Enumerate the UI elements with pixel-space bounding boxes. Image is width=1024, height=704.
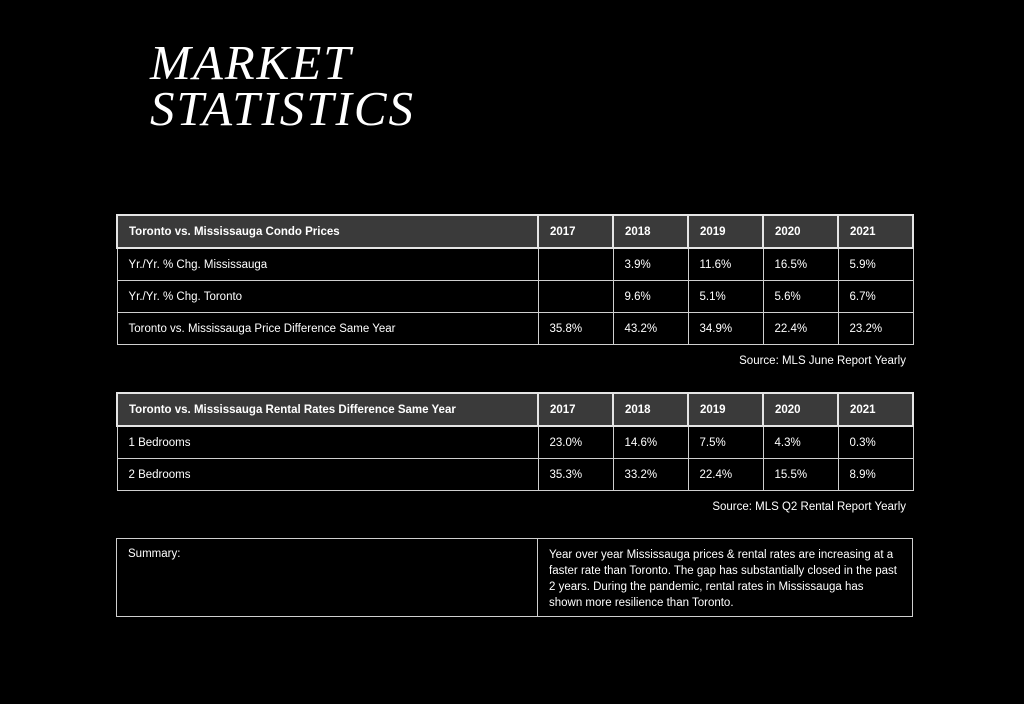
row-label: Toronto vs. Mississauga Price Difference Same Year [117,313,538,345]
header-cell: 2020 [763,393,838,426]
table-cell [538,248,613,281]
table-cell: 35.8% [538,313,613,345]
rental-source-note: Source: MLS Q2 Rental Report Yearly [712,501,906,513]
table-cell: 23.2% [838,313,913,345]
condo-prices-table [116,214,914,345]
row-label: Yr./Yr. % Chg. Toronto [117,281,538,313]
header-cell: Toronto vs. Mississauga Rental Rates Difference Same Year [117,393,538,426]
table-cell: 5.1% [688,281,763,313]
header-cell: 2017 [538,393,613,426]
summary-label: Summary: [117,539,538,616]
row-label: Yr./Yr. % Chg. Mississauga [117,248,538,281]
summary-box [116,538,913,617]
table-cell: 4.3% [763,426,838,459]
table-cell: 9.6% [613,281,688,313]
table-cell: 43.2% [613,313,688,345]
page-title-line-1: MARKET [150,35,353,90]
table-cell: 3.9% [613,248,688,281]
table-row [117,459,913,491]
table-cell: 35.3% [538,459,613,491]
header-cell: Toronto vs. Mississauga Condo Prices [117,215,538,248]
table-cell: 34.9% [688,313,763,345]
table-row [117,313,913,345]
rental-rates-table [116,392,914,491]
table-cell: 23.0% [538,426,613,459]
table-header-row [117,393,913,426]
table-cell: 0.3% [838,426,913,459]
header-cell: 2020 [763,215,838,248]
table-cell: 15.5% [763,459,838,491]
table-cell: 14.6% [613,426,688,459]
condo-source-note: Source: MLS June Report Yearly [739,355,906,367]
header-cell: 2021 [838,215,913,248]
summary-text: Year over year Mississauga prices & rental rates are increasing at a faster rate than Toronto. The gap has substantially closed in the past 2 years. During the pandemic, rental rates in Mississauga has shown more resilience than Toronto. [549,549,897,609]
table-cell: 11.6% [688,248,763,281]
table-header-row [117,215,913,248]
table-row [117,281,913,313]
table-cell: 22.4% [763,313,838,345]
table-cell: 8.9% [838,459,913,491]
header-cell: 2018 [613,393,688,426]
header-cell: 2019 [688,393,763,426]
table-cell: 6.7% [838,281,913,313]
table-row [117,248,913,281]
table-cell: 22.4% [688,459,763,491]
table-row [117,426,913,459]
table-cell: 33.2% [613,459,688,491]
table-cell: 5.9% [838,248,913,281]
row-label: 2 Bedrooms [117,459,538,491]
page-title-line-2: STATISTICS [150,81,416,136]
page-title [150,35,416,136]
table-cell: 7.5% [688,426,763,459]
row-label: 1 Bedrooms [117,426,538,459]
header-cell: 2021 [838,393,913,426]
table-cell [538,281,613,313]
table-cell: 16.5% [763,248,838,281]
header-cell: 2017 [538,215,613,248]
header-cell: 2019 [688,215,763,248]
header-cell: 2018 [613,215,688,248]
table-cell: 5.6% [763,281,838,313]
